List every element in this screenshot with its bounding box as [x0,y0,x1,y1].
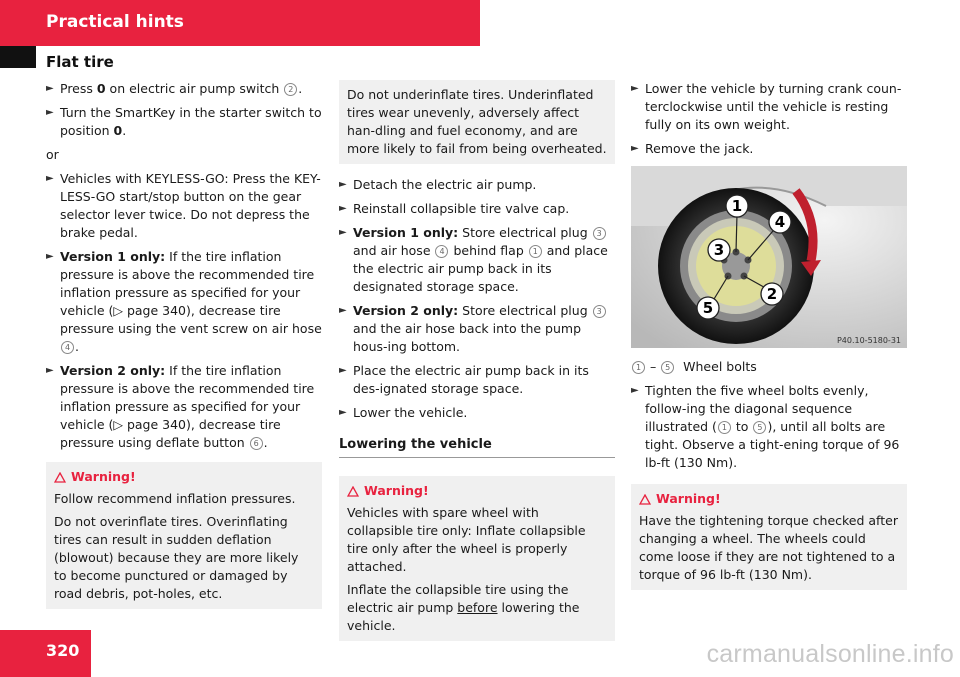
page-subtitle: Flat tire [46,53,114,71]
step-store-v2: ► Version 2 only: Store electrical plug 3 and the air hose back into the pump hous-ing bottom. [339,302,615,356]
arrow-icon: ► [46,173,54,184]
callout-number: 3 [593,227,606,240]
warning-triangle-icon [347,486,359,497]
arrow-icon: ► [631,83,639,94]
warning-title: Warning! [347,482,607,500]
section-heading: Lowering the vehicle [339,436,615,458]
column-3 [631,80,907,590]
column-1 [46,80,322,609]
step-store-v1: ► Version 1 only: Store electrical plug 3 and air hose 4 behind flap 1 and place the electric air pump back in its designated storage space. [339,225,608,294]
warning-box [339,476,615,641]
watermark: carmanualsonline.info [706,640,954,668]
wheel-figure [631,166,907,348]
arrow-icon: ► [631,385,639,396]
arrow-icon: ► [631,143,639,154]
arrow-icon: ► [46,83,54,94]
figure-label: 2 [766,285,778,303]
arrow-icon: ► [46,251,54,262]
warning-title: Warning! [54,468,314,486]
callout-number: 1 [718,421,731,434]
callout-number: 5 [661,361,674,374]
figure-label: 5 [702,299,714,317]
page-number-box [0,630,91,677]
or-text: or [46,147,59,162]
step-press-switch: ► Press 0 on electric air pump switch 2 . [46,81,303,96]
warning-text: Inflate the collapsible tire using the electric air pump before lowering the vehicle. [347,582,580,633]
step-lower-crank: ► Lower the vehicle by turning crank coun-terclockwise until the vehicle is resting fully on its own weight. [631,81,902,132]
callout-number: 4 [61,341,74,354]
callout-number: 1 [632,361,645,374]
callout-number: 6 [250,437,263,450]
figure-label: 3 [713,241,725,259]
warning-text: Do not overinflate tires. Overinflating tires can result in sudden deflation (blowout) because they are more likely to become punctured or damaged by road debris, pot-holes, etc. [54,514,299,601]
figure-code: P40.10-5180-31 [836,336,901,345]
step-version-2: ► Version 2 only: If the tire inflation pressure is above the recommended tire inflation pressure as specified for your vehicle (▷ page 340), decrease tire pressure using deflate button 6 . [46,363,315,450]
warning-text: Follow recommend inflation pressures. [54,491,296,506]
warning-triangle-icon [639,494,651,505]
callout-number: 1 [529,245,542,258]
note-box [339,80,615,164]
arrow-icon: ► [339,179,347,190]
step-lower-vehicle: ► Lower the vehicle. [339,405,468,420]
figure-label: 1 [731,197,743,215]
warning-text: Have the tightening torque checked after changing a wheel. The wheels could come loose if they are not tightened to a torque of 96 lb-ft (130 Nm). [639,513,898,582]
step-remove-jack: ► Remove the jack. [631,141,754,156]
step-place-pump: ► Place the electric air pump back in its des-ignated storage space. [339,363,589,396]
arrow-icon: ► [339,407,347,418]
warning-box [631,484,907,590]
page-reference[interactable]: ▷ page 340), decrease tire pressure using the vent screw on air hose [60,303,322,336]
step-version-1: ► Version 1 only: If the tire inflation pressure is above the recommended tire inflation pressure as specified for your vehicle (▷ page 340), decrease tire pressure using the vent screw on air hose 4 . [46,249,322,354]
wheel-bolt-illustration [631,166,907,348]
arrow-icon: ► [339,227,347,238]
callout-number: 2 [284,83,297,96]
warning-text: Vehicles with spare wheel with collapsible tire only: Inflate collapsible tire only after the wheel is properly attached. [347,505,586,574]
arrow-icon: ► [339,305,347,316]
arrow-icon: ► [46,107,54,118]
figure-legend: 1 – 5 Wheel bolts [631,358,907,376]
warning-box [46,462,322,609]
section-header [0,0,480,46]
section-title: Practical hints [46,12,184,32]
step-keyless-go: ► Vehicles with KEYLESS-GO: Press the KEY-LESS-GO start/stop button on the gear selector lever twice. Do not depress the brake pedal. [46,171,321,240]
callout-number: 3 [593,305,606,318]
page-reference[interactable]: ▷ page 340), decrease tire pressure using deflate button [60,417,281,450]
arrow-icon: ► [46,365,54,376]
column-2 [339,80,615,641]
arrow-icon: ► [339,365,347,376]
warning-triangle-icon [54,472,66,483]
arrow-icon: ► [339,203,347,214]
figure-label: 4 [774,213,786,231]
side-marker [0,46,36,68]
step-reinstall-cap: ► Reinstall collapsible tire valve cap. [339,201,570,216]
callout-number: 5 [753,421,766,434]
step-detach-pump: ► Detach the electric air pump. [339,177,537,192]
warning-title: Warning! [639,490,899,508]
step-tighten-bolts: ► Tighten the five wheel bolts evenly, follow-ing the diagonal sequence illustrated ( 1 to 5 ), until all bolts are tight. Observe a tight-ening torque of 96 lb-ft (130 Nm). [631,383,900,470]
callout-number: 4 [435,245,448,258]
step-turn-key: ► Turn the SmartKey in the starter switch to position 0. [46,105,322,138]
page-number: 320 [46,641,80,660]
note-text: Do not underinflate tires. Underinflated tires wear unevenly, adversely affect han-dling and fuel economy, and are more likely to fail from being overheated. [347,87,607,156]
